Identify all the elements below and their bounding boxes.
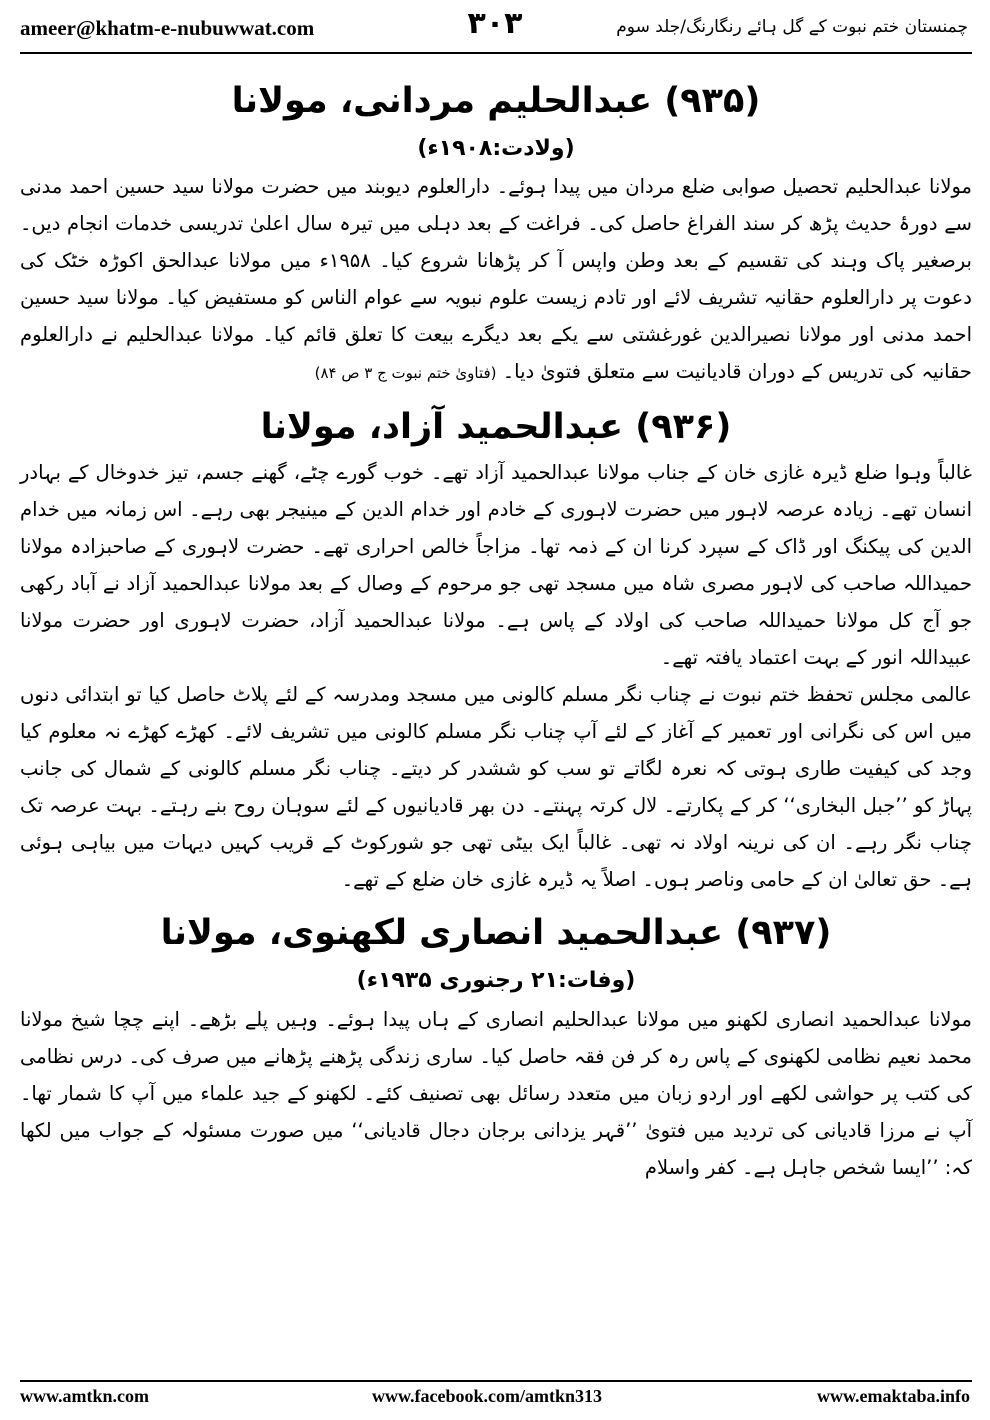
entry-heading: (۹۳۶) عبدالحمید آزاد، مولانا [260, 407, 732, 448]
entry-paragraph: مولانا عبدالحمید انصاری لکھنو میں مولانا عبدالحلیم انصاری کے ہاں پیدا ہوئے۔ وہیں پلے بڑھے۔ اپنے چچا شیخ مولانا محمد نعیم نظامی لکھنوی کے پاس رہ کر فن فقہ حاصل کیا۔ ساری زندگی پڑھنے پڑھانے میں صرف کی۔ درس نظامی کی کتب پر حواشی لکھے اور اردو زبان میں متعدد رسائل بھی تصنیف کئے۔ لکھنو کے جید علماء میں آپ کا شمار تھا۔ آپ نے مرزا قادیانی کی تردید میں فتویٰ ’’قہر یزدانی برجان دجال قادیانی‘‘ میں صورت مسئولہ کے جواب میں لکھا کہ: ’’ایسا شخص جاہل ہے۔ کفر واسلام [20, 1007, 972, 1179]
header-divider [20, 52, 972, 54]
footer-link-emaktaba[interactable]: www.emaktaba.info [816, 1386, 970, 1406]
entry-937 [20, 912, 972, 1185]
citation: (فتاویٰ ختم نبوت ج ۳ ص ۸۴) [314, 364, 497, 383]
page-header [0, 0, 990, 60]
entry-heading: (۹۳۵) عبدالحلیم مردانی، مولانا [231, 81, 761, 121]
page-content [20, 58, 972, 1186]
footer-divider [20, 1380, 972, 1382]
book-title: چمنستان ختم نبوت کے گل ہائے رنگارنگ/جلد سوم [616, 17, 968, 37]
entry-heading: (۹۳۷) عبدالحمید انصاری لکھنوی، مولانا [160, 913, 832, 954]
entry-935 [20, 80, 972, 392]
entry-paragraph: عالمی مجلس تحفظ ختم نبوت نے چناب نگر مسلم کالونی میں مسجد ومدرسہ کے لئے پلاٹ حاصل کیا تو ابتدائی دنوں میں اس کی نگرانی اور تعمیر کے آغاز کے لئے آپ چناب نگر مسلم کالونی میں تشریف لائے۔ کھڑے کھڑے نہ معلوم کیا وجد کی کیفیت طاری ہوتی کہ نعرہ لگاتے تو سب کو ششدر کر دیتے۔ چناب نگر مسلم کالونی کے شمال کی جانب پہاڑ کو ’’جبل البخاری‘‘ کر کے پکارتے۔ لال کرتہ پہنتے۔ دن بھر قادیانیوں کے لئے سوہان روح بنے رہتے۔ بہت عرصہ تک چناب نگر رہے۔ ان کی نرینہ اولاد نہ تھی۔ غالباً ایک بیٹی تھی جو شورکوٹ کے قریب کہیں دیہات میں بیاہی ہوئی ہے۔ حق تعالیٰ ان کے حامی وناصر ہوں۔ اصلاً یہ ڈیرہ غازی خان ضلع کے تھے۔ [20, 683, 972, 892]
header-email: ameer@khatm-e-nubuwwat.com [20, 16, 315, 40]
entry-paragraph [20, 168, 972, 392]
entry-paragraph: غالباً وہوا ضلع ڈیرہ غازی خان کے جناب مولانا عبدالحمید آزاد تھے۔ خوب گورے چٹے، گھنے جسم، تیز خدوخال کے بہادر انسان تھے۔ زیادہ عرصہ لاہور میں حضرت لاہوری کے خادم اور خدام الدین کے مینیجر بھی رہے۔ اس زمانہ میں خدام الدین کی پیکنگ اور ڈاک کے سپرد کرنا ان کے ذمہ تھا۔ مزاجاً خالص احراری تھے۔ حضرت لاہوری کے صاحبزادہ مولانا حمیداللہ صاحب کی لاہور مصری شاہ میں مسجد تھی جو مرحوم کے وصال کے بعد مولانا عبدالحمید آزاد نے آباد رکھی جو آج کل مولانا حمیداللہ صاحب کی اولاد کے پاس ہے۔ مولانا عبدالحمید آزاد، حضرت لاہوری اور حضرت مولانا عبیداللہ انور کے بہت اعتماد یافتہ تھے۔ [20, 461, 972, 670]
paragraph-text: مولانا عبدالحلیم تحصیل صوابی ضلع مردان میں پیدا ہوئے۔ دارالعلوم دیوبند میں حضرت مولانا سید حسین احمد مدنی سے دورۂ حدیث پڑھ کر سند الفراغ حاصل کی۔ فراغت کے بعد دہلی میں تیرہ سال اعلیٰ تدریسی خدمات انجام دیں۔ برصغیر پاک وہند کی تقسیم کے بعد وطن واپس آ کر پڑھانا شروع کیا۔ ۱۹۵۸ء میں مولانا عبدالحق اکوڑہ خٹک کی دعوت پر دارالعلوم حقانیہ تشریف لائے اور تادم زیست علوم نبویہ سے عوام الناس کو مستفیض کیا۔ مولانا سید حسین احمد مدنی اور مولانا نصیرالدین غورغشتی سے یکے بعد دیگرے بیعت کا تعلق قائم کیا۔ مولانا عبدالحلیم نے دارالعلوم حقانیہ کی تدریس کے دوران قادیانیت سے متعلق فتویٰ دیا۔ [20, 175, 972, 384]
footer-link-facebook[interactable]: www.facebook.com/amtkn313 [372, 1386, 602, 1406]
footer-link-amtkn[interactable]: www.amtkn.com [20, 1386, 149, 1406]
entry-936 [20, 406, 972, 898]
entry-death-date: (وفات:۲۱ رجنوری ۱۹۳۵ء) [356, 968, 636, 994]
page-number: ۳۰۳ [467, 6, 523, 41]
entry-birth-date: (ولادت:۱۹۰۸ء) [417, 136, 575, 161]
